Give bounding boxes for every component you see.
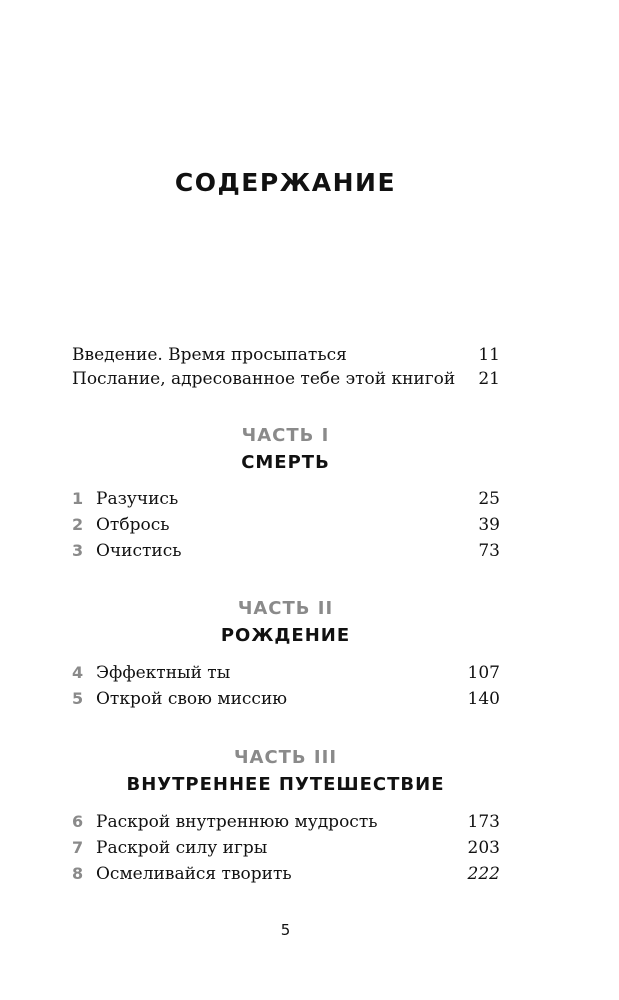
part-3-title: ВНУТРЕННЕЕ ПУТЕШЕСТВИЕ [126,774,445,795]
chapter-number: 1 [72,489,84,508]
part-2-title: РОЖДЕНИЕ [220,625,351,646]
chapter-number: 7 [72,838,84,857]
chapter-number: 2 [72,515,84,534]
chapter-page: 140 [467,689,500,709]
chapter-page: 203 [467,838,500,858]
part-2-label: ЧАСТЬ II [237,598,334,619]
chapter-label: Очистись [96,541,182,561]
part-3-label: ЧАСТЬ III [233,747,338,768]
chapter-label: Открой свою миссию [96,689,288,709]
chapter-1-entry[interactable] [72,487,500,511]
chapter-page: 25 [478,489,500,509]
chapter-page: 173 [467,812,500,832]
chapter-page: 73 [478,541,500,561]
page-number: 5 [280,921,291,939]
chapter-label: Осмеливайся творить [96,864,292,884]
chapter-page: 39 [478,515,500,535]
chapter-label: Отбрось [96,515,170,535]
chapter-6-entry[interactable] [72,810,500,834]
toc-entry-label: Послание, адресованное тебе этой книгой [72,369,456,389]
toc-entry-label: Введение. Время просыпаться [72,345,347,365]
chapter-3-entry[interactable] [72,539,500,563]
chapter-5-entry[interactable] [72,687,500,711]
chapter-number: 6 [72,812,84,831]
chapter-number: 3 [72,541,84,560]
chapter-page: 222 [467,864,500,884]
chapter-number: 4 [72,663,84,682]
chapter-label: Раскрой силу игры [96,838,268,858]
chapter-label: Разучись [96,489,179,509]
toc-entry-page: 21 [478,369,500,389]
chapter-4-entry[interactable] [72,661,500,685]
chapter-page: 107 [467,663,500,683]
toc-entry-message[interactable] [72,367,500,391]
chapter-label: Раскрой внутреннюю мудрость [96,812,378,832]
part-1-title: СМЕРТЬ [241,452,330,473]
toc-entry-intro[interactable] [72,343,500,367]
chapter-8-entry[interactable] [72,862,500,886]
part-1-label: ЧАСТЬ I [241,425,330,446]
chapter-number: 8 [72,864,84,883]
chapter-7-entry[interactable] [72,836,500,860]
chapter-label: Эффектный ты [96,663,231,683]
chapter-2-entry[interactable] [72,513,500,537]
toc-entry-page: 11 [478,345,500,365]
chapter-number: 5 [72,689,84,708]
page-title: СОДЕРЖАНИЕ [174,168,397,197]
